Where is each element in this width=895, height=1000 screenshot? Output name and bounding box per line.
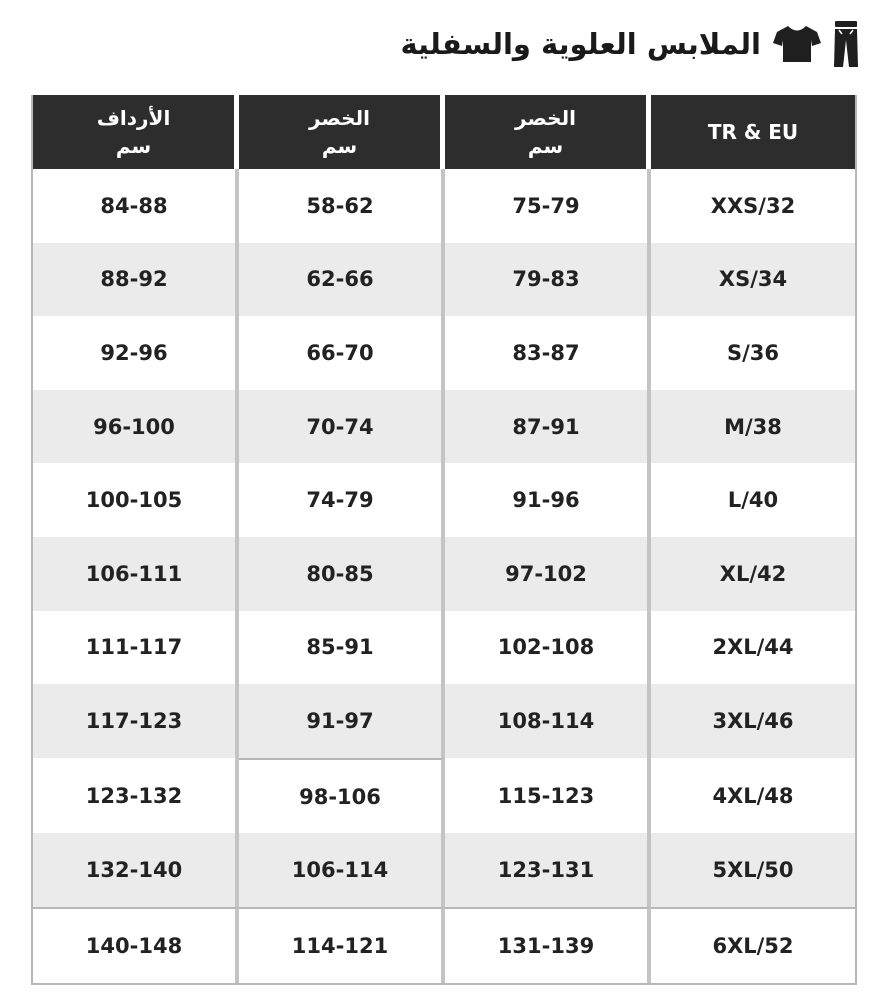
cell-hips: 111-117 (33, 611, 239, 685)
table-row (33, 463, 857, 537)
cell-waist-top: 79-83 (445, 243, 651, 317)
table-row (33, 907, 857, 983)
cell-size: 2XL/44 (651, 611, 857, 685)
cell-hips: 88-92 (33, 243, 239, 317)
cell-hips: 106-111 (33, 537, 239, 611)
cell-waist-bottom: 58-62 (239, 169, 445, 243)
cell-waist-bottom: 106-114 (239, 833, 445, 907)
table-row (33, 758, 857, 834)
cell-waist-top: 91-96 (445, 463, 651, 537)
cell-waist-top: 75-79 (445, 169, 651, 243)
cell-size: 5XL/50 (651, 833, 857, 907)
table-row (33, 537, 857, 611)
cell-waist-bottom: 114-121 (239, 907, 445, 983)
cell-size: M/38 (651, 390, 857, 464)
cell-size: XS/34 (651, 243, 857, 317)
cell-waist-top: 123-131 (445, 833, 651, 907)
header-hips: الأرداف سم (33, 95, 239, 169)
cell-waist-top: 115-123 (445, 758, 651, 834)
cell-waist-bottom: 66-70 (239, 316, 445, 390)
cell-waist-top: 108-114 (445, 684, 651, 758)
cell-waist-top: 102-108 (445, 611, 651, 685)
page-header (400, 14, 859, 74)
cell-size: 3XL/46 (651, 684, 857, 758)
header-waist-top: الخصر سم (445, 95, 651, 169)
cell-waist-bottom: 85-91 (239, 611, 445, 685)
cell-size: 6XL/52 (651, 907, 857, 983)
table-header-row (33, 95, 857, 169)
cell-hips: 132-140 (33, 833, 239, 907)
cell-hips: 123-132 (33, 758, 239, 834)
cell-size: XL/42 (651, 537, 857, 611)
cell-waist-bottom: 98-106 (239, 758, 445, 834)
cell-waist-top: 131-139 (445, 907, 651, 983)
cell-waist-top: 87-91 (445, 390, 651, 464)
cell-waist-top: 83-87 (445, 316, 651, 390)
size-table (31, 95, 857, 985)
table-row (33, 169, 857, 243)
page-title: الملابس العلوية والسفلية (400, 27, 761, 61)
cell-waist-bottom: 80-85 (239, 537, 445, 611)
cell-waist-bottom: 91-97 (239, 684, 445, 758)
cell-waist-bottom: 70-74 (239, 390, 445, 464)
cell-hips: 92-96 (33, 316, 239, 390)
cell-waist-bottom: 62-66 (239, 243, 445, 317)
table-row (33, 390, 857, 464)
header-waist-bottom: الخصر سم (239, 95, 445, 169)
cell-size: S/36 (651, 316, 857, 390)
header-size: TR & EU (651, 95, 857, 169)
cell-size: XXS/32 (651, 169, 857, 243)
cell-waist-bottom: 74-79 (239, 463, 445, 537)
size-chart (31, 95, 857, 985)
cell-size: L/40 (651, 463, 857, 537)
cell-hips: 96-100 (33, 390, 239, 464)
table-row (33, 833, 857, 907)
cell-hips: 117-123 (33, 684, 239, 758)
cell-hips: 140-148 (33, 907, 239, 983)
cell-hips: 84-88 (33, 169, 239, 243)
table-row (33, 684, 857, 758)
table-row (33, 611, 857, 685)
cell-size: 4XL/48 (651, 758, 857, 834)
cell-hips: 100-105 (33, 463, 239, 537)
table-row (33, 316, 857, 390)
tshirt-icon (773, 24, 821, 64)
cell-waist-top: 97-102 (445, 537, 651, 611)
table-row (33, 243, 857, 317)
pants-icon (833, 20, 859, 68)
